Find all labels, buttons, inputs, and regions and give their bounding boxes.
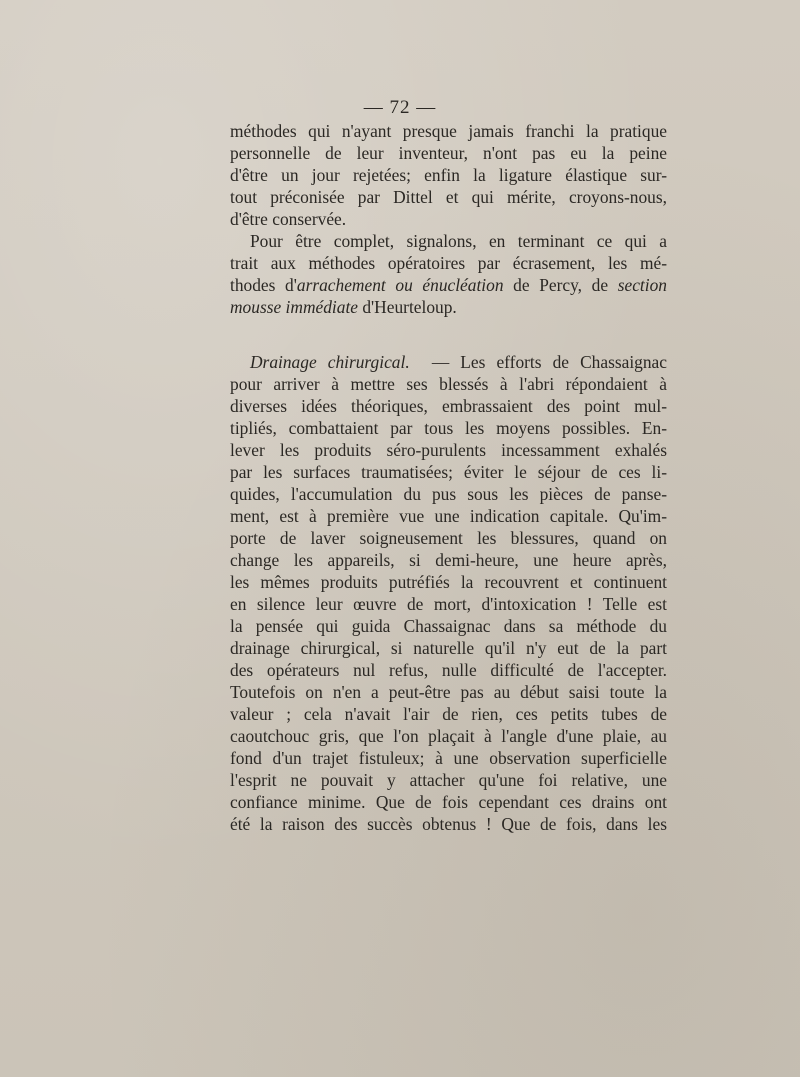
paragraph-2-italic: arrachement ou énucléation (296, 275, 504, 295)
paragraph-3-line: caoutchouc gris, que l'on plaçait à l'angle d'une plaie, au (230, 726, 667, 746)
text-block-drainage (230, 351, 667, 835)
paragraph-3-line: diverses idées théoriques, embrassaient des point mul- (230, 396, 667, 416)
paragraph-3-line: change les appareils, si demi-heure, une heure après, (230, 550, 667, 570)
paragraph-1-line: personnelle de leur inventeur, n'ont pas eu la peine (230, 143, 667, 163)
paragraph-3-text: — Les efforts de Chassaignac (431, 352, 667, 372)
text-block-top (230, 120, 667, 318)
paragraph-2-line: Pour être complet, signalons, en terminant ce qui a (250, 231, 667, 251)
paragraph-3-line: par les surfaces traumatisées; éviter le séjour de ces li- (230, 462, 667, 482)
paragraph-3-first-line (230, 351, 667, 373)
paragraph-3-line: porte de laver soigneusement les blessures, quand on (230, 528, 667, 548)
paragraph-3-line: lever les produits séro-purulents incessamment exhalés (230, 440, 667, 460)
paragraph-1-line: d'être conservée. (230, 209, 347, 229)
paragraph-3-line: pour arriver à mettre ses blessés à l'abri répondaient à (230, 374, 667, 394)
paragraph-3-line: confiance minime. Que de fois cependant ces drains ont (230, 792, 667, 812)
paragraph-2-text: thodes d' (230, 275, 297, 295)
paragraph-2-line (230, 296, 667, 318)
paragraph-3-line: la pensée qui guida Chassaignac dans sa méthode du (230, 616, 667, 636)
paragraph-2-line: trait aux méthodes opératoires par écrasement, les mé- (230, 253, 667, 273)
paragraph-2-italic: section (617, 275, 667, 295)
section-heading: Drainage chirurgical. (250, 352, 410, 372)
paragraph-2-line (230, 274, 667, 296)
paragraph-3-line: ment, est à première vue une indication capitale. Qu'im- (230, 506, 667, 526)
paragraph-2-text: de Percy, de (503, 275, 618, 295)
paragraph-3-line: en silence leur œuvre de mort, d'intoxication ! Telle est (230, 594, 667, 614)
paragraph-3-line: drainage chirurgical, si naturelle qu'il n'y eut de la part (230, 638, 667, 658)
paragraph-3-line: fond d'un trajet fistuleux; à une observation superficielle (230, 748, 667, 768)
paragraph-3-line: l'esprit ne pouvait y attacher qu'une foi relative, une (230, 770, 667, 790)
paragraph-3-line: des opérateurs nul refus, nulle difficulté de l'accepter. (230, 660, 667, 680)
paragraph-1-line: d'être un jour rejetées; enfin la ligature élastique sur- (230, 165, 667, 185)
paragraph-1-line: méthodes qui n'ayant presque jamais franchi la pratique (230, 121, 667, 141)
paragraph-3-line: tipliés, combattaient par tous les moyens possibles. En- (230, 418, 667, 438)
paragraph-3-line: été la raison des succès obtenus ! Que de fois, dans les (230, 814, 667, 834)
page-number: — 72 — (363, 97, 437, 118)
paragraph-3-line: quides, l'accumulation du pus sous les pièces de panse- (230, 484, 667, 504)
paragraph-2-text: d'Heurteloup. (358, 297, 457, 317)
paragraph-3-line: Toutefois on n'en a peut-être pas au début saisi toute la (230, 682, 667, 702)
paragraph-3-line: les mêmes produits putréfiés la recouvrent et continuent (230, 572, 667, 592)
paragraph-2-italic: mousse immédiate (230, 297, 358, 317)
paragraph-1-line: tout préconisée par Dittel et qui mérite, croyons-nous, (230, 187, 667, 207)
paragraph-3-line: valeur ; cela n'avait l'air de rien, ces petits tubes de (230, 704, 667, 724)
